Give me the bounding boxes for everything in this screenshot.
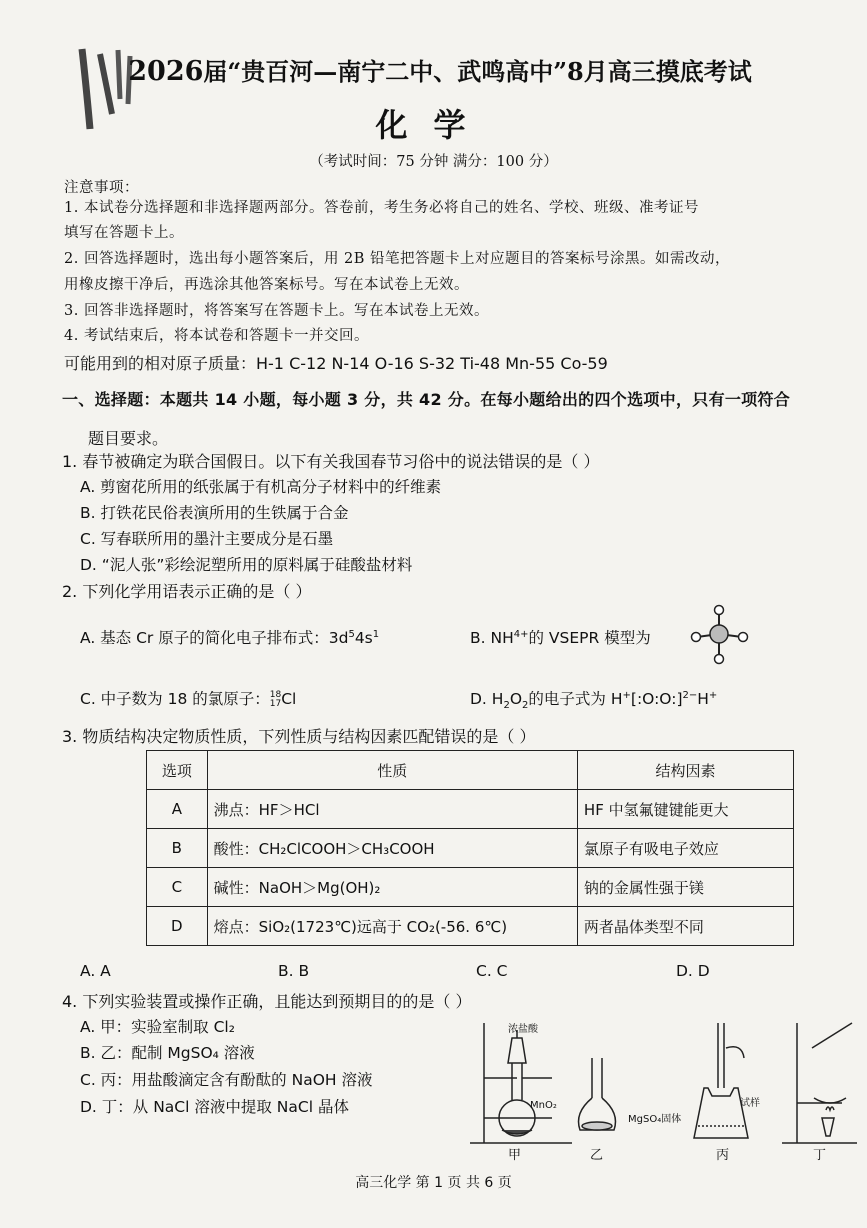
q1-option-c: C. 写春联所用的墨汁主要成分是石墨 <box>80 530 334 548</box>
note-line: 2. 回答选择题时，选出每小题答案后，用 2B 铅笔把答题卡上对应题目的答案标号涂黑。如需改动， <box>64 251 731 267</box>
q3-choice-c: C. C <box>476 962 508 980</box>
q2-a-sup: 1 <box>372 628 380 640</box>
q4-stem: 4. 下列实验装置或操作正确，且能达到预期目的的是（ ） <box>62 992 472 1011</box>
section-heading-cont: 题目要求。 <box>88 429 169 448</box>
q2-b-rest: 的 VSEPR 模型为 <box>528 629 651 647</box>
q2-c-sym: Cl <box>281 690 297 708</box>
q1-option-d: D. “泥人张”彩绘泥塑所用的原料属于硅酸盐材料 <box>80 556 413 574</box>
table-cell: 两者晶体类型不同 <box>577 907 793 946</box>
apparatus-jia-icon <box>470 1023 572 1143</box>
q2-c-num: 17 <box>269 698 282 709</box>
table-header-cell: 性质 <box>207 751 577 790</box>
table-header-row <box>147 751 794 790</box>
q2-d-h: H <box>697 690 709 708</box>
exam-title <box>60 52 820 87</box>
q2-option-d <box>470 687 717 711</box>
label-jia: 甲 <box>508 1148 522 1163</box>
table-row <box>147 829 794 868</box>
title-rest: 届“贵百河—南宁二中、武鸣高中”8月高三摸底考试 <box>203 57 752 86</box>
q2-c-text: C. 中子数为 18 的氯原子： <box>80 690 270 708</box>
notes-heading: 注意事项： <box>64 180 139 196</box>
q2-a-sup: 5 <box>348 628 355 640</box>
q1-option-a: A. 剪窗花所用的纸张属于有机高分子材料中的纤维素 <box>80 478 442 496</box>
table-header-cell: 选项 <box>147 751 208 790</box>
section-heading: 一、选择题：本题共 14 小题，每小题 3 分，共 42 分。在每小题给出的四个选项中，只有一项符合 <box>62 390 791 409</box>
apparatus-ding-icon <box>782 1023 857 1143</box>
table-cell: 钠的金属性强于镁 <box>577 868 793 907</box>
table-cell: B <box>147 829 208 868</box>
q2-a-text: A. 基态 Cr 原子的简化电子排布式：3d <box>80 629 349 647</box>
label-bing: 丙 <box>716 1148 730 1163</box>
label-ding: 丁 <box>813 1148 827 1163</box>
label-sample: 试样 <box>740 1098 760 1109</box>
q4-option-a: A. 甲：实验室制取 Cl₂ <box>80 1018 235 1036</box>
q3-stem: 3. 物质结构决定物质性质，下列性质与结构因素匹配错误的是（ ） <box>62 727 536 746</box>
table-header-cell: 结构因素 <box>577 751 793 790</box>
apparatus-figure <box>462 1018 862 1163</box>
apparatus-bing-icon <box>694 1023 748 1138</box>
atomic-masses: 可能用到的相对原子质量：H-1 C-12 N-14 O-16 S-32 Ti-48 Mn-55 Co-59 <box>64 354 608 373</box>
q2-d-plus: + <box>622 689 631 701</box>
table-cell: 酸性：CH₂ClCOOH＞CH₃COOH <box>207 829 577 868</box>
vsepr-model-icon <box>688 603 750 665</box>
q2-d-rest: 的电子式为 H <box>528 690 623 708</box>
q2-option-a <box>80 626 379 648</box>
title-year: 2026 <box>128 56 204 87</box>
table-cell: 沸点：HF＞HCl <box>207 790 577 829</box>
q2-option-b <box>470 626 651 648</box>
q1-stem: 1. 春节被确定为联合国假日。以下有关我国春节习俗中的说法错误的是（ ） <box>62 452 600 471</box>
label-yi: 乙 <box>590 1148 604 1163</box>
page-footer: 高三化学 第 1 页 共 6 页 <box>355 1175 512 1191</box>
table-cell: HF 中氢氟键键能更大 <box>577 790 793 829</box>
q2-option-c <box>80 687 296 709</box>
table-cell: A <box>147 790 208 829</box>
table-cell: 碱性：NaOH＞Mg(OH)₂ <box>207 868 577 907</box>
table-row <box>147 868 794 907</box>
note-line: 1. 本试卷分选择题和非选择题两部分。答卷前，考生务必将自己的姓名、学校、班级、准考证号 <box>64 200 699 216</box>
q2-c-mass: 18 <box>269 689 282 700</box>
note-line: 填写在答题卡上。 <box>64 225 184 241</box>
q4-option-c: C. 丙：用盐酸滴定含有酚酞的 NaOH 溶液 <box>80 1071 373 1089</box>
q4-option-d: D. 丁：从 NaCl 溶液中提取 NaCl 晶体 <box>80 1098 349 1116</box>
q3-choice-a: A. A <box>80 962 111 980</box>
q3-choice-b: B. B <box>278 962 310 980</box>
q2-b-sup: 4+ <box>513 628 529 640</box>
table-cell: D <box>147 907 208 946</box>
table-cell: 氯原子有吸电子效应 <box>577 829 793 868</box>
q4-option-b: B. 乙：配制 MgSO₄ 溶液 <box>80 1044 255 1062</box>
q2-d-o: O <box>509 690 523 708</box>
q2-d-text: D. H <box>470 690 504 708</box>
q2-d-plus: + <box>708 689 718 701</box>
apparatus-yi-icon <box>579 1058 616 1130</box>
q1-option-b: B. 打铁花民俗表演所用的生铁属于合金 <box>80 504 349 522</box>
label-conc-hcl: 浓盐酸 <box>508 1024 538 1035</box>
table-cell: 熔点：SiO₂(1723℃)远高于 CO₂(-56. 6℃) <box>207 907 577 946</box>
q2-d-sub: 2 <box>522 700 529 712</box>
subject-title: 化学 <box>375 106 492 144</box>
q3-table <box>146 750 794 946</box>
q2-d-formula: [:O:O:] <box>630 690 683 708</box>
q2-stem: 2. 下列化学用语表示正确的是（ ） <box>62 582 312 601</box>
q3-choice-d: D. D <box>676 962 710 980</box>
q2-a-mid: 4s <box>354 629 373 647</box>
q2-d-charge: 2− <box>682 689 698 701</box>
note-line: 用橡皮擦干净后，再选涂其他答案标号。写在本试卷上无效。 <box>64 277 469 293</box>
label-mgso4: MgSO₄固体 <box>628 1114 682 1125</box>
table-row <box>147 907 794 946</box>
note-line: 3. 回答非选择题时，将答案写在答题卡上。写在本试卷上无效。 <box>64 303 489 319</box>
q2-d-sub: 2 <box>503 700 510 712</box>
q2-b-text: B. NH <box>470 629 514 647</box>
note-line: 4. 考试结束后，将本试卷和答题卡一并交回。 <box>64 328 369 344</box>
exam-info: （考试时间：75 分钟 满分：100 分） <box>309 154 558 170</box>
table-cell: C <box>147 868 208 907</box>
table-row <box>147 790 794 829</box>
label-mno2: MnO₂ <box>530 1100 557 1111</box>
